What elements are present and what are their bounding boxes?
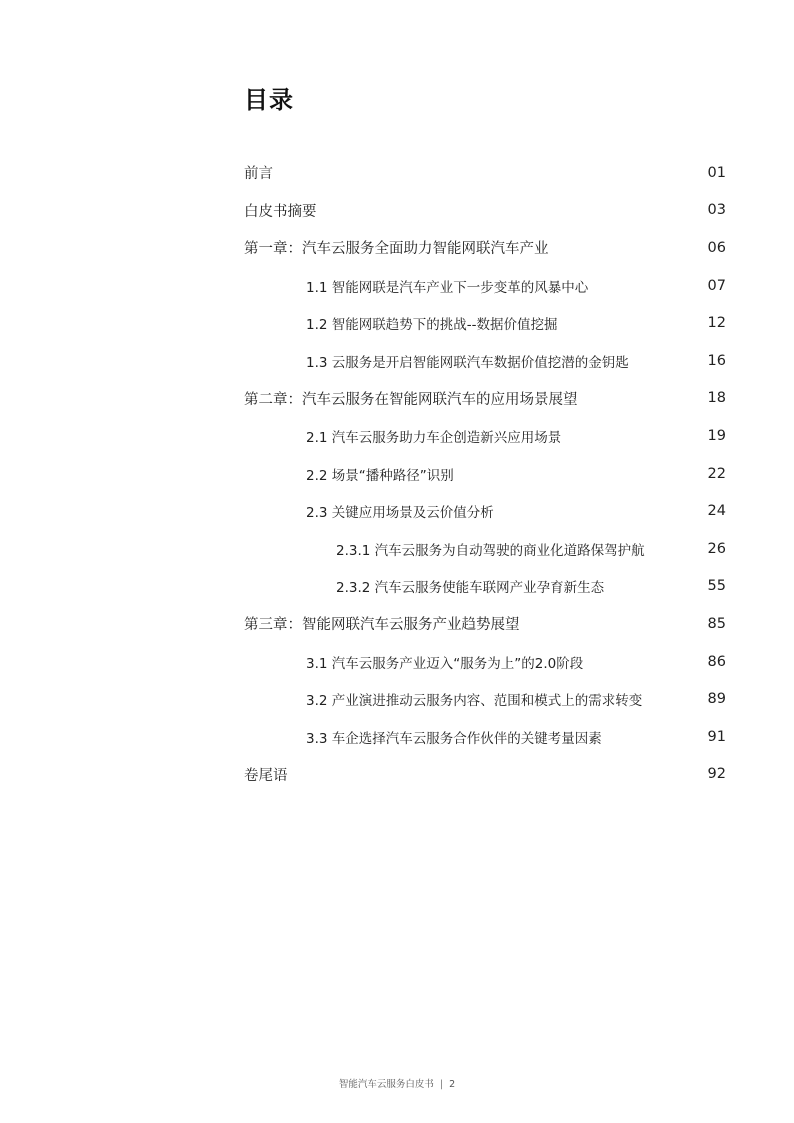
toc-entry-label: 第三章：智能网联汽车云服务产业趋势展望: [244, 617, 520, 634]
toc-entry[interactable]: [244, 718, 726, 756]
toc-entry-label: 2.3.1 汽车云服务为自动驾驶的商业化道路保驾护航: [336, 542, 645, 559]
toc-entry-page: 03: [707, 202, 726, 219]
toc-entry[interactable]: [244, 455, 726, 493]
toc-entry-page: 06: [707, 239, 726, 256]
toc-entry[interactable]: [244, 192, 726, 230]
table-of-contents: [244, 154, 726, 793]
toc-entry-page: 19: [707, 427, 726, 444]
toc-entry[interactable]: [244, 229, 726, 267]
toc-entry-page: 12: [707, 315, 726, 332]
toc-entry-label: 第一章：汽车云服务全面助力智能网联汽车产业: [244, 241, 549, 258]
toc-entry-label: 3.3 车企选择汽车云服务合作伙伴的关键考量因素: [306, 730, 602, 747]
toc-entry-page: 92: [707, 766, 726, 783]
toc-entry-page: 85: [707, 615, 726, 632]
toc-entry-label: 3.1 汽车云服务产业迈入“服务为上”的2.0阶段: [306, 655, 584, 672]
toc-entry[interactable]: [244, 756, 726, 794]
toc-entry[interactable]: [244, 680, 726, 718]
toc-entry-page: 91: [707, 728, 726, 745]
toc-entry-label: 白皮书摘要: [244, 203, 317, 220]
toc-entry-label: 第二章：汽车云服务在智能网联汽车的应用场景展望: [244, 391, 578, 408]
footer-doc-name: 智能汽车云服务白皮书: [338, 1079, 434, 1090]
toc-entry[interactable]: [244, 154, 726, 192]
toc-entry-label: 3.2 产业演进推动云服务内容、范围和模式上的需求转变: [306, 693, 643, 710]
toc-entry-page: 26: [707, 540, 726, 557]
toc-entry[interactable]: [244, 380, 726, 418]
toc-entry-label: 2.3 关键应用场景及云价值分析: [306, 505, 494, 522]
toc-entry[interactable]: [244, 267, 726, 305]
toc-entry-page: 18: [707, 390, 726, 407]
toc-entry-page: 89: [707, 691, 726, 708]
toc-entry-label: 卷尾语: [244, 767, 288, 784]
toc-entry-page: 01: [707, 164, 726, 181]
toc-entry-page: 22: [707, 465, 726, 482]
toc-entry-page: 07: [707, 277, 726, 294]
toc-entry[interactable]: [244, 492, 726, 530]
toc-entry[interactable]: [244, 304, 726, 342]
toc-entry[interactable]: [244, 417, 726, 455]
toc-entry-label: 1.1 智能网联是汽车产业下一步变革的风暴中心: [306, 279, 589, 296]
toc-entry-page: 55: [707, 578, 726, 595]
toc-entry-label: 2.2 场景“播种路径”识别: [306, 467, 454, 484]
toc-entry-page: 16: [707, 352, 726, 369]
toc-entry-label: 前言: [244, 166, 273, 183]
page-footer: [0, 1076, 794, 1090]
toc-entry[interactable]: [244, 342, 726, 380]
toc-entry-page: 24: [707, 503, 726, 520]
toc-entry-page: 86: [707, 653, 726, 670]
toc-entry-label: 2.1 汽车云服务助力车企创造新兴应用场景: [306, 429, 562, 446]
page-title: 目录: [244, 86, 294, 114]
footer-page-number: 2: [449, 1079, 456, 1090]
toc-entry[interactable]: [244, 605, 726, 643]
toc-entry[interactable]: [244, 530, 726, 568]
toc-entry-label: 2.3.2 汽车云服务使能车联网产业孕育新生态: [336, 580, 605, 597]
toc-entry[interactable]: [244, 643, 726, 681]
footer-separator: |: [439, 1079, 444, 1090]
toc-entry[interactable]: [244, 568, 726, 606]
toc-entry-label: 1.3 云服务是开启智能网联汽车数据价值挖潜的金钥匙: [306, 354, 629, 371]
toc-entry-label: 1.2 智能网联趋势下的挑战--数据价值挖掘: [306, 317, 558, 334]
